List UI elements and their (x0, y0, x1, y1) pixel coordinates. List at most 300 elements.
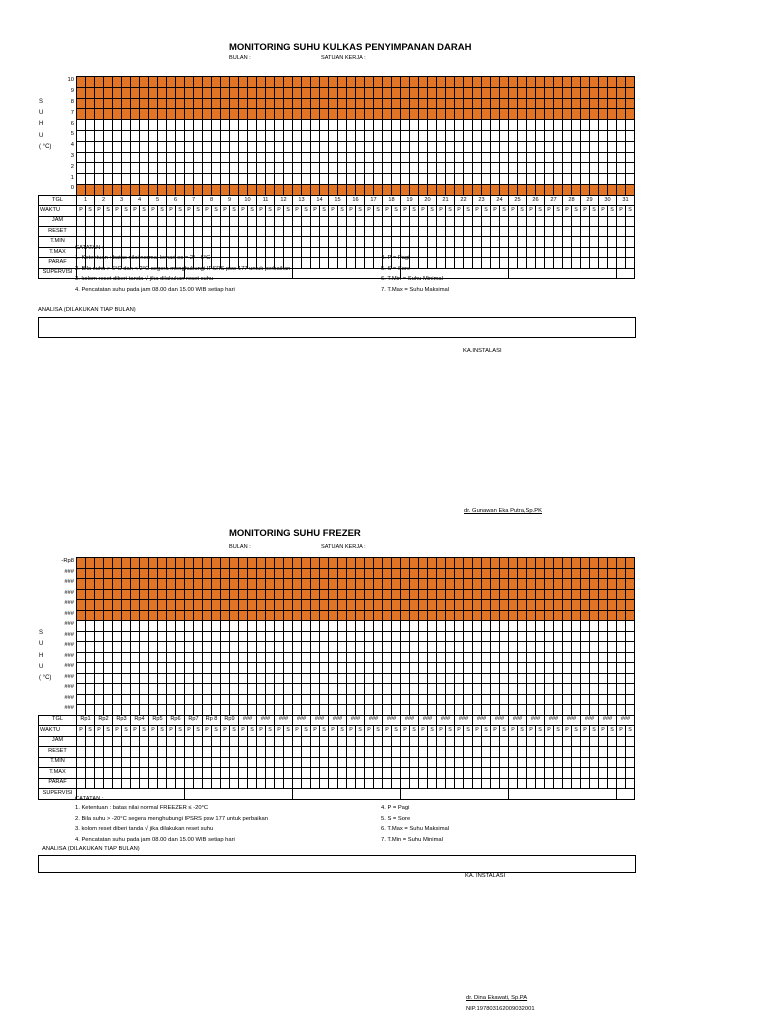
log-cell[interactable] (536, 216, 545, 226)
temp-cell[interactable] (158, 589, 167, 600)
temp-cell[interactable] (491, 184, 500, 195)
temp-cell[interactable] (284, 141, 293, 152)
temp-cell[interactable] (545, 174, 554, 185)
temp-cell[interactable] (581, 152, 590, 163)
temp-cell[interactable] (194, 163, 203, 174)
form1-analisa-box[interactable] (38, 317, 636, 338)
temp-cell[interactable] (464, 98, 473, 109)
log-cell[interactable] (176, 747, 185, 758)
temp-cell[interactable] (599, 694, 608, 705)
temp-cell[interactable] (590, 87, 599, 98)
log-cell[interactable] (428, 757, 437, 768)
log-cell[interactable] (293, 747, 302, 758)
temp-cell[interactable] (266, 568, 275, 579)
log-cell[interactable] (239, 216, 248, 226)
temp-cell[interactable] (167, 120, 176, 131)
log-cell[interactable] (572, 747, 581, 758)
temp-cell[interactable] (176, 120, 185, 131)
temp-cell[interactable] (194, 130, 203, 141)
temp-cell[interactable] (437, 98, 446, 109)
temp-cell[interactable] (338, 184, 347, 195)
temp-cell[interactable] (599, 87, 608, 98)
temp-cell[interactable] (563, 673, 572, 684)
temp-cell[interactable] (176, 579, 185, 590)
temp-cell[interactable] (590, 663, 599, 674)
temp-cell[interactable] (509, 673, 518, 684)
temp-cell[interactable] (203, 568, 212, 579)
temp-cell[interactable] (221, 152, 230, 163)
log-cell[interactable] (347, 216, 356, 226)
temp-cell[interactable] (158, 600, 167, 611)
temp-cell[interactable] (500, 621, 509, 632)
temp-cell[interactable] (266, 621, 275, 632)
temp-cell[interactable] (284, 152, 293, 163)
log-cell[interactable] (293, 736, 302, 747)
temp-cell[interactable] (248, 77, 257, 88)
supervisi-cell[interactable] (293, 789, 401, 800)
temp-cell[interactable] (122, 621, 131, 632)
log-cell[interactable] (374, 778, 383, 789)
temp-cell[interactable] (329, 642, 338, 653)
temp-cell[interactable] (374, 87, 383, 98)
log-cell[interactable] (104, 736, 113, 747)
log-cell[interactable] (203, 237, 212, 247)
temp-cell[interactable] (104, 610, 113, 621)
temp-cell[interactable] (482, 163, 491, 174)
temp-cell[interactable] (293, 610, 302, 621)
temp-cell[interactable] (410, 87, 419, 98)
log-cell[interactable] (320, 736, 329, 747)
log-cell[interactable] (338, 747, 347, 758)
temp-cell[interactable] (572, 579, 581, 590)
temp-cell[interactable] (617, 589, 626, 600)
log-cell[interactable] (626, 768, 635, 779)
log-cell[interactable] (464, 216, 473, 226)
temp-cell[interactable] (122, 141, 131, 152)
log-cell[interactable] (626, 247, 635, 257)
temp-cell[interactable] (293, 174, 302, 185)
temp-cell[interactable] (383, 568, 392, 579)
log-cell[interactable] (617, 768, 626, 779)
temp-cell[interactable] (131, 558, 140, 569)
temp-cell[interactable] (572, 568, 581, 579)
temp-cell[interactable] (401, 610, 410, 621)
temp-cell[interactable] (284, 705, 293, 716)
temp-cell[interactable] (266, 152, 275, 163)
temp-cell[interactable] (608, 568, 617, 579)
temp-cell[interactable] (428, 621, 437, 632)
temp-cell[interactable] (347, 589, 356, 600)
log-cell[interactable] (419, 757, 428, 768)
temp-cell[interactable] (266, 631, 275, 642)
log-cell[interactable] (464, 747, 473, 758)
temp-cell[interactable] (167, 705, 176, 716)
log-cell[interactable] (482, 778, 491, 789)
temp-cell[interactable] (491, 705, 500, 716)
temp-cell[interactable] (563, 109, 572, 120)
temp-cell[interactable] (545, 694, 554, 705)
temp-cell[interactable] (617, 98, 626, 109)
temp-cell[interactable] (284, 694, 293, 705)
temp-cell[interactable] (293, 663, 302, 674)
temp-cell[interactable] (158, 163, 167, 174)
log-cell[interactable] (167, 226, 176, 236)
temp-cell[interactable] (293, 130, 302, 141)
temp-cell[interactable] (149, 705, 158, 716)
temp-cell[interactable] (131, 77, 140, 88)
temp-cell[interactable] (176, 130, 185, 141)
temp-cell[interactable] (77, 98, 86, 109)
log-cell[interactable] (176, 226, 185, 236)
temp-cell[interactable] (194, 652, 203, 663)
temp-cell[interactable] (392, 694, 401, 705)
temp-cell[interactable] (194, 558, 203, 569)
temp-cell[interactable] (536, 120, 545, 131)
temp-cell[interactable] (626, 109, 635, 120)
log-cell[interactable] (536, 778, 545, 789)
temp-cell[interactable] (113, 87, 122, 98)
log-cell[interactable] (275, 247, 284, 257)
temp-cell[interactable] (536, 174, 545, 185)
temp-cell[interactable] (302, 163, 311, 174)
log-cell[interactable] (401, 757, 410, 768)
temp-cell[interactable] (383, 558, 392, 569)
log-cell[interactable] (329, 258, 338, 268)
temp-cell[interactable] (554, 673, 563, 684)
temp-cell[interactable] (482, 642, 491, 653)
log-cell[interactable] (293, 226, 302, 236)
temp-cell[interactable] (104, 98, 113, 109)
temp-cell[interactable] (203, 184, 212, 195)
temp-cell[interactable] (599, 652, 608, 663)
temp-cell[interactable] (293, 141, 302, 152)
temp-cell[interactable] (311, 579, 320, 590)
temp-cell[interactable] (419, 141, 428, 152)
temp-cell[interactable] (365, 152, 374, 163)
temp-cell[interactable] (446, 558, 455, 569)
log-cell[interactable] (212, 247, 221, 257)
temp-cell[interactable] (149, 568, 158, 579)
log-cell[interactable] (464, 258, 473, 268)
temp-cell[interactable] (437, 631, 446, 642)
temp-cell[interactable] (113, 163, 122, 174)
temp-cell[interactable] (518, 109, 527, 120)
log-cell[interactable] (518, 258, 527, 268)
temp-cell[interactable] (104, 684, 113, 695)
temp-cell[interactable] (608, 684, 617, 695)
temp-cell[interactable] (122, 694, 131, 705)
temp-cell[interactable] (311, 174, 320, 185)
temp-cell[interactable] (446, 610, 455, 621)
temp-cell[interactable] (248, 152, 257, 163)
temp-cell[interactable] (599, 184, 608, 195)
log-cell[interactable] (491, 778, 500, 789)
log-cell[interactable] (158, 747, 167, 758)
log-cell[interactable] (86, 778, 95, 789)
temp-cell[interactable] (140, 568, 149, 579)
temp-cell[interactable] (617, 141, 626, 152)
log-cell[interactable] (446, 778, 455, 789)
temp-cell[interactable] (482, 589, 491, 600)
temp-cell[interactable] (374, 673, 383, 684)
temp-cell[interactable] (266, 141, 275, 152)
temp-cell[interactable] (518, 77, 527, 88)
log-cell[interactable] (329, 247, 338, 257)
log-cell[interactable] (329, 768, 338, 779)
temp-cell[interactable] (572, 694, 581, 705)
log-cell[interactable] (230, 226, 239, 236)
log-cell[interactable] (257, 747, 266, 758)
temp-cell[interactable] (464, 663, 473, 674)
temp-cell[interactable] (527, 610, 536, 621)
temp-cell[interactable] (77, 109, 86, 120)
temp-cell[interactable] (464, 152, 473, 163)
temp-cell[interactable] (464, 87, 473, 98)
temp-cell[interactable] (437, 705, 446, 716)
log-cell[interactable] (320, 247, 329, 257)
log-cell[interactable] (284, 736, 293, 747)
log-cell[interactable] (419, 258, 428, 268)
log-cell[interactable] (131, 736, 140, 747)
temp-cell[interactable] (275, 652, 284, 663)
temp-cell[interactable] (158, 684, 167, 695)
temp-cell[interactable] (347, 120, 356, 131)
temp-cell[interactable] (581, 631, 590, 642)
temp-cell[interactable] (275, 568, 284, 579)
temp-cell[interactable] (581, 589, 590, 600)
temp-cell[interactable] (383, 120, 392, 131)
temp-cell[interactable] (194, 120, 203, 131)
temp-cell[interactable] (590, 621, 599, 632)
log-cell[interactable] (302, 226, 311, 236)
log-cell[interactable] (221, 778, 230, 789)
temp-cell[interactable] (149, 652, 158, 663)
temp-cell[interactable] (239, 568, 248, 579)
temp-cell[interactable] (212, 98, 221, 109)
log-cell[interactable] (140, 778, 149, 789)
temp-cell[interactable] (104, 558, 113, 569)
temp-cell[interactable] (122, 600, 131, 611)
temp-cell[interactable] (329, 663, 338, 674)
temp-cell[interactable] (500, 130, 509, 141)
temp-cell[interactable] (95, 610, 104, 621)
temp-cell[interactable] (554, 98, 563, 109)
log-cell[interactable] (419, 237, 428, 247)
temp-cell[interactable] (374, 184, 383, 195)
temp-cell[interactable] (410, 98, 419, 109)
log-cell[interactable] (419, 216, 428, 226)
temp-cell[interactable] (113, 589, 122, 600)
log-cell[interactable] (302, 216, 311, 226)
temp-cell[interactable] (401, 631, 410, 642)
temp-cell[interactable] (491, 652, 500, 663)
temp-cell[interactable] (158, 558, 167, 569)
temp-cell[interactable] (626, 621, 635, 632)
temp-cell[interactable] (212, 163, 221, 174)
temp-cell[interactable] (554, 141, 563, 152)
temp-cell[interactable] (482, 694, 491, 705)
temp-cell[interactable] (410, 642, 419, 653)
log-cell[interactable] (275, 757, 284, 768)
temp-cell[interactable] (86, 610, 95, 621)
temp-cell[interactable] (311, 631, 320, 642)
temp-cell[interactable] (365, 568, 374, 579)
log-cell[interactable] (149, 226, 158, 236)
temp-cell[interactable] (77, 130, 86, 141)
temp-cell[interactable] (320, 163, 329, 174)
temp-cell[interactable] (563, 652, 572, 663)
temp-cell[interactable] (617, 120, 626, 131)
log-cell[interactable] (581, 258, 590, 268)
temp-cell[interactable] (140, 589, 149, 600)
log-cell[interactable] (302, 237, 311, 247)
log-cell[interactable] (581, 216, 590, 226)
temp-cell[interactable] (140, 621, 149, 632)
temp-cell[interactable] (374, 77, 383, 88)
temp-cell[interactable] (356, 579, 365, 590)
temp-cell[interactable] (617, 163, 626, 174)
log-cell[interactable] (320, 226, 329, 236)
log-cell[interactable] (446, 226, 455, 236)
temp-cell[interactable] (194, 684, 203, 695)
log-cell[interactable] (239, 247, 248, 257)
temp-cell[interactable] (608, 579, 617, 590)
log-cell[interactable] (617, 247, 626, 257)
temp-cell[interactable] (365, 652, 374, 663)
log-cell[interactable] (545, 747, 554, 758)
log-cell[interactable] (626, 237, 635, 247)
temp-cell[interactable] (608, 600, 617, 611)
log-cell[interactable] (581, 768, 590, 779)
temp-cell[interactable] (581, 163, 590, 174)
temp-cell[interactable] (617, 109, 626, 120)
temp-cell[interactable] (428, 141, 437, 152)
temp-cell[interactable] (212, 610, 221, 621)
temp-cell[interactable] (608, 642, 617, 653)
temp-cell[interactable] (599, 589, 608, 600)
temp-cell[interactable] (599, 98, 608, 109)
log-cell[interactable] (293, 258, 302, 268)
temp-cell[interactable] (86, 673, 95, 684)
log-cell[interactable] (608, 226, 617, 236)
temp-cell[interactable] (473, 77, 482, 88)
log-cell[interactable] (608, 768, 617, 779)
log-cell[interactable] (320, 778, 329, 789)
temp-cell[interactable] (203, 130, 212, 141)
temp-cell[interactable] (203, 174, 212, 185)
temp-cell[interactable] (338, 589, 347, 600)
log-cell[interactable] (617, 736, 626, 747)
temp-cell[interactable] (338, 120, 347, 131)
log-cell[interactable] (437, 768, 446, 779)
temp-cell[interactable] (437, 174, 446, 185)
temp-cell[interactable] (419, 163, 428, 174)
temp-cell[interactable] (329, 98, 338, 109)
temp-cell[interactable] (275, 130, 284, 141)
temp-cell[interactable] (500, 109, 509, 120)
temp-cell[interactable] (428, 87, 437, 98)
temp-cell[interactable] (401, 558, 410, 569)
temp-cell[interactable] (536, 589, 545, 600)
log-cell[interactable] (194, 237, 203, 247)
log-cell[interactable] (203, 768, 212, 779)
temp-cell[interactable] (401, 163, 410, 174)
temp-cell[interactable] (446, 163, 455, 174)
temp-cell[interactable] (194, 673, 203, 684)
log-cell[interactable] (293, 778, 302, 789)
log-cell[interactable] (356, 768, 365, 779)
temp-cell[interactable] (401, 120, 410, 131)
log-cell[interactable] (167, 778, 176, 789)
temp-cell[interactable] (455, 87, 464, 98)
temp-cell[interactable] (428, 152, 437, 163)
temp-cell[interactable] (509, 694, 518, 705)
temp-cell[interactable] (347, 174, 356, 185)
temp-cell[interactable] (77, 600, 86, 611)
log-cell[interactable] (509, 216, 518, 226)
temp-cell[interactable] (185, 163, 194, 174)
log-cell[interactable] (572, 216, 581, 226)
temp-cell[interactable] (158, 579, 167, 590)
temp-cell[interactable] (626, 673, 635, 684)
temp-cell[interactable] (95, 621, 104, 632)
temp-cell[interactable] (77, 673, 86, 684)
temp-cell[interactable] (509, 141, 518, 152)
temp-cell[interactable] (473, 152, 482, 163)
temp-cell[interactable] (275, 77, 284, 88)
log-cell[interactable] (518, 247, 527, 257)
temp-cell[interactable] (338, 152, 347, 163)
log-cell[interactable] (419, 247, 428, 257)
log-cell[interactable] (491, 258, 500, 268)
temp-cell[interactable] (437, 152, 446, 163)
temp-cell[interactable] (599, 684, 608, 695)
temp-cell[interactable] (509, 77, 518, 88)
log-cell[interactable] (149, 216, 158, 226)
log-cell[interactable] (113, 736, 122, 747)
temp-cell[interactable] (347, 673, 356, 684)
temp-cell[interactable] (608, 694, 617, 705)
temp-cell[interactable] (356, 663, 365, 674)
log-cell[interactable] (626, 736, 635, 747)
temp-cell[interactable] (239, 705, 248, 716)
temp-cell[interactable] (383, 152, 392, 163)
temp-cell[interactable] (293, 152, 302, 163)
log-cell[interactable] (248, 226, 257, 236)
temp-cell[interactable] (374, 663, 383, 674)
temp-cell[interactable] (239, 589, 248, 600)
temp-cell[interactable] (239, 610, 248, 621)
temp-cell[interactable] (536, 184, 545, 195)
temp-cell[interactable] (86, 694, 95, 705)
temp-cell[interactable] (212, 109, 221, 120)
temp-cell[interactable] (563, 663, 572, 674)
temp-cell[interactable] (563, 141, 572, 152)
temp-cell[interactable] (221, 600, 230, 611)
temp-cell[interactable] (401, 77, 410, 88)
temp-cell[interactable] (302, 568, 311, 579)
temp-cell[interactable] (536, 579, 545, 590)
temp-cell[interactable] (473, 600, 482, 611)
temp-cell[interactable] (284, 621, 293, 632)
temp-cell[interactable] (347, 568, 356, 579)
temp-cell[interactable] (437, 141, 446, 152)
log-cell[interactable] (86, 757, 95, 768)
temp-cell[interactable] (410, 673, 419, 684)
temp-cell[interactable] (194, 184, 203, 195)
temp-cell[interactable] (329, 87, 338, 98)
log-cell[interactable] (194, 757, 203, 768)
